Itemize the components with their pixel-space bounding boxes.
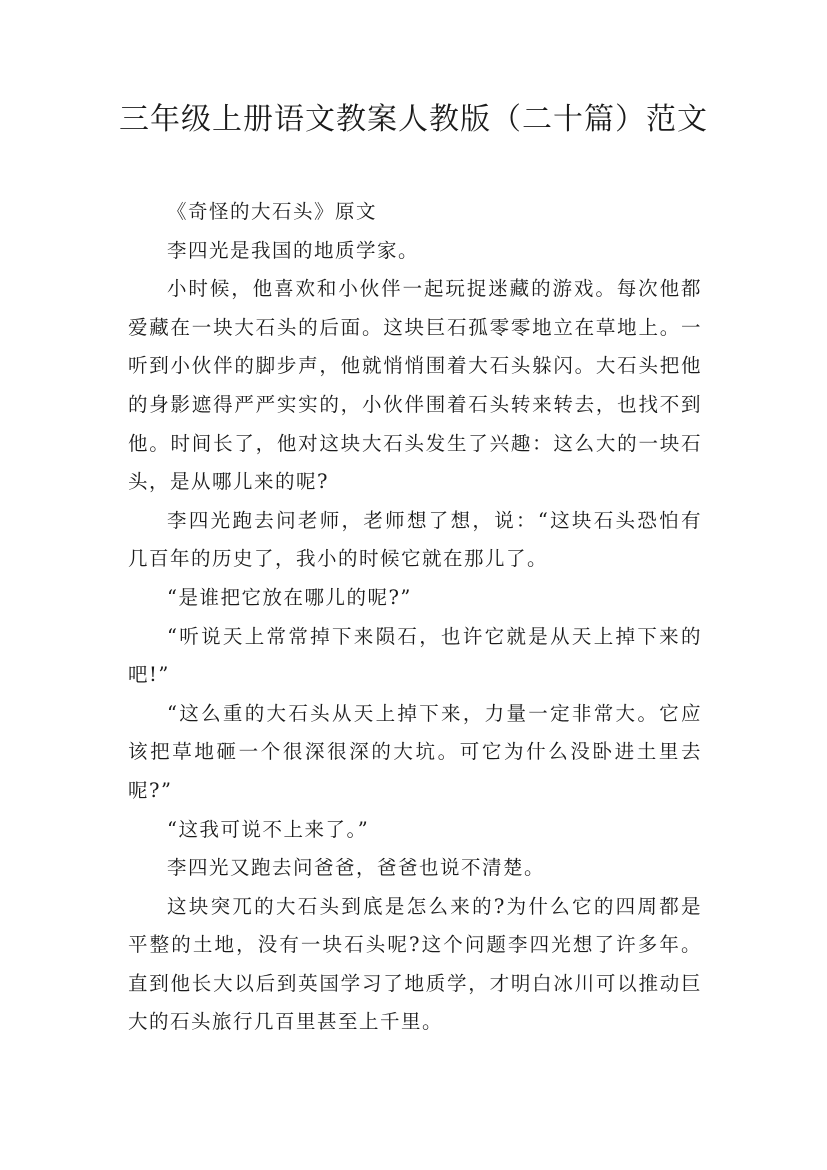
paragraph: 这块突兀的大石头到底是怎么来的?为什么它的四周都是平整的土地，没有一块石头呢?这个问题李四光想了许多年。直到他长大以后到英国学习了地质学，才明白冰川可以推动巨大的石头旅行几百里甚至上千里。: [128, 894, 702, 1034]
paragraph: 李四光又跑去问爸爸，爸爸也说不清楚。: [167, 856, 546, 880]
paragraph: 小时候，他喜欢和小伙伴一起玩捉迷藏的游戏。每次他都爱藏在一块大石头的后面。这块巨石孤零零地立在草地上。一听到小伙伴的脚步声，他就悄悄围着大石头躲闪。大石头把他的身影遮得严严实实的，小伙伴围着石头转来转去，也找不到他。时间长了，他对这块大石头发生了兴趣：这么大的一块石头，是从哪儿来的呢?: [128, 277, 702, 494]
paragraph-heading: 《奇怪的大石头》原文: [167, 200, 378, 223]
paragraph: 李四光跑去问老师，老师想了想，说：“这块石头恐怕有几百年的历史了，我小的时候它就在那儿了。: [128, 508, 702, 571]
paragraph: “是谁把它放在哪儿的呢?”: [167, 585, 412, 609]
document-body: [128, 193, 702, 1042]
paragraph: “听说天上常常掉下来陨石，也许它就是从天上掉下来的吧!”: [128, 624, 702, 687]
paragraph: “这么重的大石头从天上掉下来，力量一定非常大。它应该把草地砸一个很深很深的大坑。可它为什么没卧进土里去呢?”: [128, 701, 702, 802]
paragraph: “这我可说不上来了。”: [167, 817, 370, 841]
document-title: 三年级上册语文教案人教版（二十篇）范文: [119, 102, 708, 137]
paragraph: 李四光是我国的地质学家。: [167, 238, 420, 262]
